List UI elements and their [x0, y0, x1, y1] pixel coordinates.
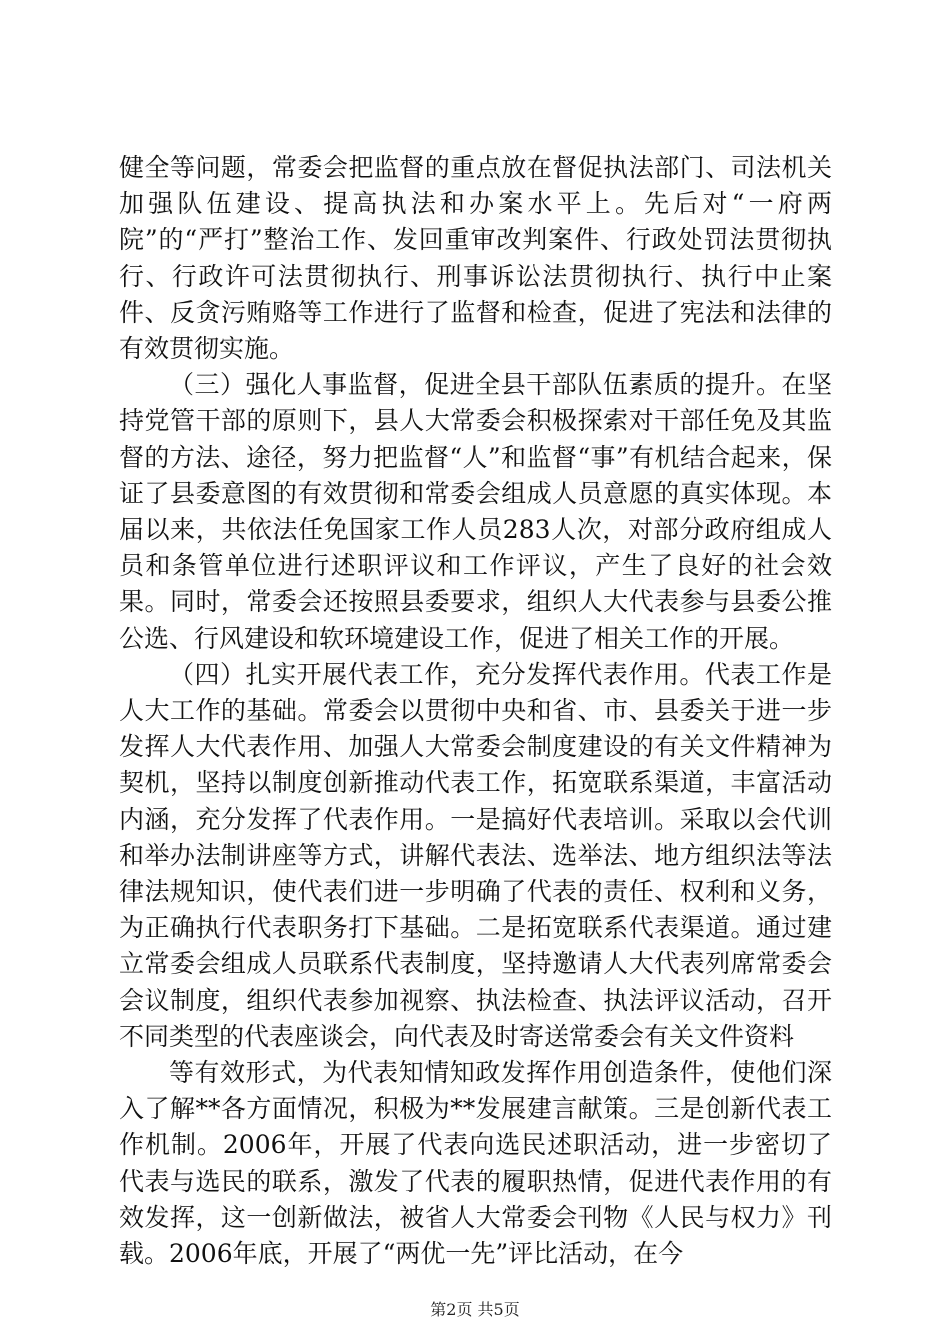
- paragraph-4: 等有效形式，为代表知情知政发挥作用创造条件，使他们深入了解**各方面情况，积极为**发展建言献策。三是创新代表工作机制。2006年，开展了代表向选民述职活动，进一步密切了代表与选民的联系，激发了代表的履职热情，促进代表作用的有效发挥，这一创新做法，被省人大常委会刊物《人民与权力》刊载。2006年底，开展了“两优一先”评比活动，在今: [119, 1058, 832, 1269]
- paragraph-3: （四）扎实开展代表工作，充分发挥代表作用。代表工作是人大工作的基础。常委会以贯彻中央和省、市、县委关于进一步发挥人大代表作用、加强人大常委会制度建设的有关文件精神为契机，坚持以制度创新推动代表工作，拓宽联系渠道，丰富活动内涵，充分发挥了代表作用。一是搞好代表培训。采取以会代训和举办法制讲座等方式，讲解代表法、选举法、地方组织法等法律法规知识，使代表们进一步明确了代表的责任、权利和义务，为正确执行代表职务打下基础。二是拓宽联系代表渠道。通过建立常委会组成人员联系代表制度，坚持邀请人大代表列席常委会会议制度，组织代表参加视察、执法检查、执法评议活动，召开不同类型的代表座谈会，向代表及时寄送常委会有关文件资料: [119, 659, 832, 1051]
- paragraph-1: 健全等问题，常委会把监督的重点放在督促执法部门、司法机关加强队伍建设、提高执法和办案水平上。先后对“一府两院”的“严打”整治工作、发回重审改判案件、行政处罚法贯彻执行、行政许可法贯彻执行、刑事诉讼法贯彻执行、执行中止案件、反贪污贿赂等工作进行了监督和检查，促进了宪法和法律的有效贯彻实施。: [119, 153, 832, 364]
- page-footer: 第2页 共5页: [430, 1300, 520, 1319]
- document-body: [119, 150, 832, 1272]
- paragraph-2: （三）强化人事监督，促进全县干部队伍素质的提升。在坚持党管干部的原则下，县人大常委会积极探索对干部任免及其监督的方法、途径，努力把监督“人”和监督“事”有机结合起来，保证了县委意图的有效贯彻和常委会组成人员意愿的真实体现。本届以来，共依法任免国家工作人员283人次，对部分政府组成人员和条管单位进行述职评议和工作评议，产生了良好的社会效果。同时，常委会还按照县委要求，组织人大代表参与县委公推公选、行风建设和软环境建设工作，促进了相关工作的开展。: [119, 370, 832, 653]
